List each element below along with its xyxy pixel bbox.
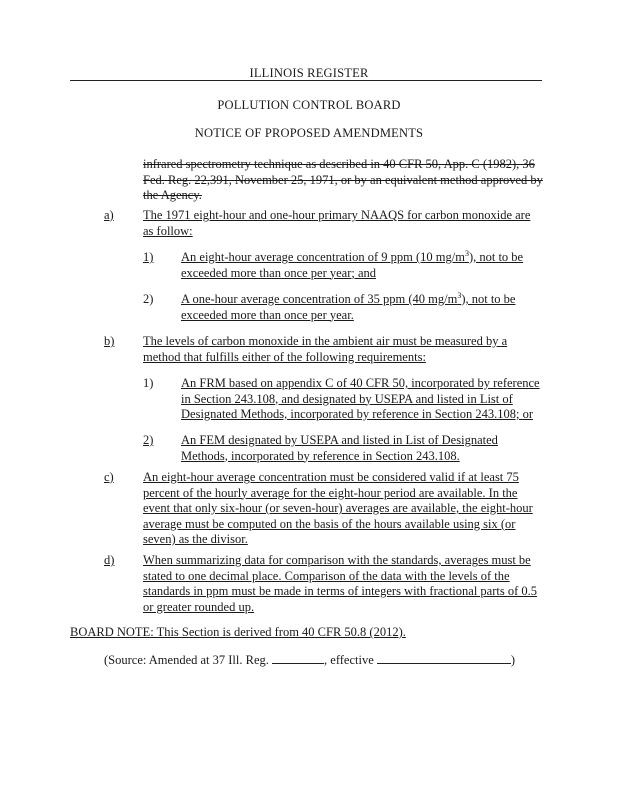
header-rule — [70, 80, 542, 81]
section-a-item2 — [181, 292, 543, 323]
section-a-item1-text-cont: ), not to be exceeded more than once per year; and — [181, 250, 524, 280]
section-a-item1-text: An eight-hour average concentration of 9 ppm (10 mg/m — [181, 250, 465, 264]
section-b-item1-label: 1) — [143, 376, 154, 390]
section-b-item2-label: 2) — [143, 433, 154, 447]
notice-title: NOTICE OF PROPOSED AMENDMENTS — [194, 126, 424, 140]
register-title: ILLINOIS REGISTER — [249, 66, 369, 80]
source-effective: , effective — [324, 653, 374, 667]
section-d-text: When summarizing data for comparison with the standards, averages must be stated to one decimal place. Comparison of the data with the levels of the standards in ppm must be made in terms of integers with fractional parts of 0.5 or greater rounded up. — [143, 553, 538, 614]
superscript: 3 — [464, 248, 469, 258]
board-title: POLLUTION CONTROL BOARD — [217, 98, 401, 112]
section-a-text: The 1971 eight-hour and one-hour primary NAAQS for carbon monoxide are as follow: — [143, 208, 531, 238]
section-c-text: An eight-hour average concentration must be considered valid if at least 75 percent of the hourly average for the eight-hour period are available. In the event that only six-hour (or seven-hour) averages are available, the eight-hour average must be computed on the basis of the hours available using six (or seven) as the divisor. — [143, 470, 533, 546]
board-note: BOARD NOTE: This Section is derived from 40 CFR 50.8 (2012). — [70, 625, 406, 639]
register-number-blank — [272, 652, 324, 664]
superscript: 3 — [457, 290, 462, 300]
source-suffix: ) — [510, 653, 516, 667]
section-a-item2-text: A one-hour average concentration of 35 ppm (40 mg/m — [181, 292, 458, 306]
source-line — [104, 652, 544, 669]
effective-date-blank — [377, 652, 511, 664]
section-b-text: The levels of carbon monoxide in the ambient air must be measured by a method that fulfills either of the following requirements: — [143, 334, 508, 364]
section-d-label: d) — [104, 553, 115, 567]
section-a-item2-label: 2) — [143, 292, 154, 306]
section-a-item2-text-cont: ), not to be exceeded more than once per year. — [181, 292, 516, 322]
section-b-label: b) — [104, 334, 115, 348]
section-c-label: c) — [104, 470, 114, 484]
section-a-item1-label: 1) — [143, 250, 154, 264]
struck-intro-text: infrared spectrometry technique as described in 40 CFR 50, App. C (1982), 36 Fed. Reg. 22,391, November 25, 1971, or by an equivalent method approved by the Agency. — [143, 157, 543, 202]
section-b-item1-text: An FRM based on appendix C of 40 CFR 50, incorporated by reference in Section 243.108, and designated by USEPA and listed in List of Designated Methods, incorporated by reference in Section 243.108; or — [181, 376, 540, 421]
section-a-item1 — [181, 250, 543, 281]
section-b-item2-text: An FEM designated by USEPA and listed in List of Designated Methods, incorporated by reference in Section 243.108. — [181, 433, 498, 463]
section-a-label: a) — [104, 208, 114, 222]
source-prefix: (Source: Amended at 37 Ill. Reg. — [104, 653, 269, 667]
